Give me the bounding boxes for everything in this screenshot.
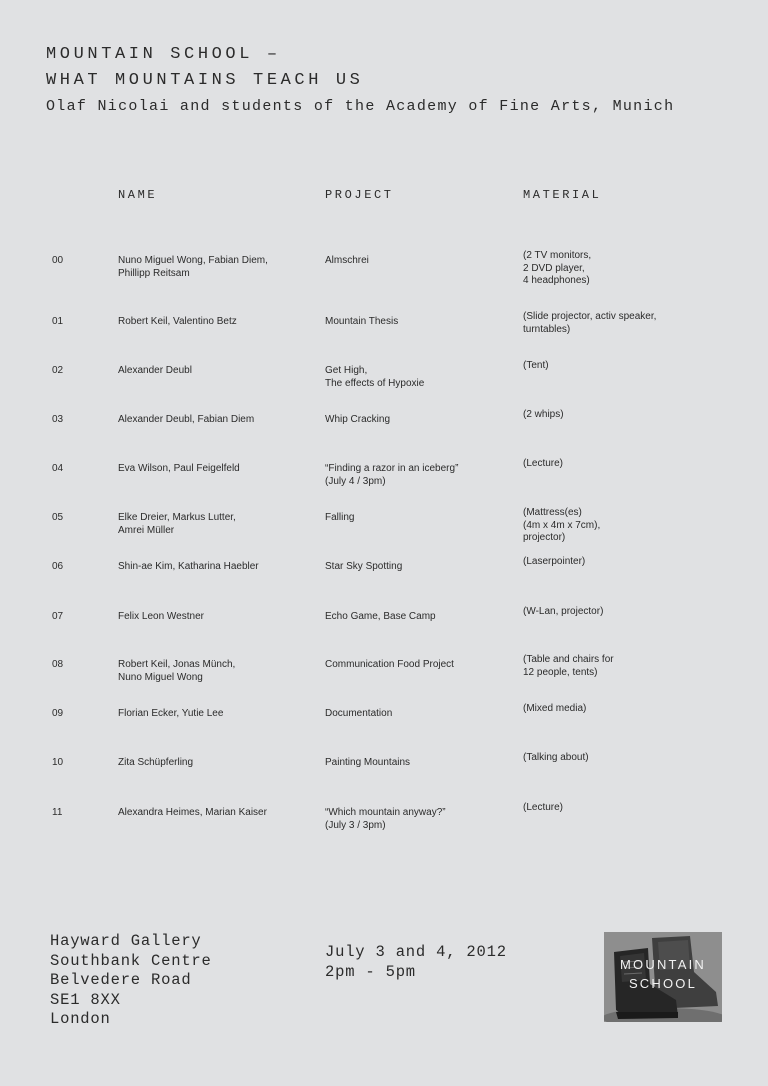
row-name: Shin-ae Kim, Katharina Haebler	[118, 561, 259, 572]
row-name: Eva Wilson, Paul Feigelfeld	[118, 463, 240, 474]
row-material: (Lecture)	[523, 458, 564, 469]
row-name: Felix Leon Westner	[118, 611, 204, 622]
row-material: (2 whips)	[523, 409, 564, 420]
row-number: 00	[52, 255, 64, 266]
row-project: Whip Cracking	[325, 414, 391, 425]
row-project: Echo Game, Base Camp	[325, 611, 436, 622]
row-number: 10	[52, 757, 64, 768]
row-material: (Mattress(es) (4m x 4m x 7cm), projector)	[523, 507, 601, 543]
subtitle: Olaf Nicolai and students of the Academy of Fine Arts, Munich	[46, 98, 675, 115]
row-number: 07	[52, 611, 64, 622]
address-line: Belvedere Road	[50, 971, 192, 989]
column-header-name: NAME	[118, 188, 158, 202]
column-header-project: PROJECT	[325, 188, 394, 202]
row-name: Florian Ecker, Yutie Lee	[118, 708, 224, 719]
date-line: July 3 and 4, 2012	[325, 943, 507, 961]
row-material: (Slide projector, activ speaker, turntables)	[523, 311, 657, 335]
row-project: “Which mountain anyway?” (July 3 / 3pm)	[325, 807, 446, 831]
row-project: Painting Mountains	[325, 757, 411, 768]
row-number: 09	[52, 708, 64, 719]
address-line: Hayward Gallery	[50, 932, 202, 950]
address-line: SE1 8XX	[50, 990, 121, 1009]
row-material: (Table and chairs for 12 people, tents)	[523, 654, 614, 678]
row-name: Alexander Deubl, Fabian Diem	[118, 414, 255, 425]
row-name: Elke Dreier, Markus Lutter, Amrei Müller	[118, 512, 236, 536]
row-name: Robert Keil, Jonas Münch, Nuno Miguel Wong	[118, 659, 236, 683]
row-name: Alexander Deubl	[118, 365, 192, 376]
mountain-school-logo	[604, 932, 722, 1022]
logo-text-line-2: SCHOOL	[628, 976, 698, 991]
row-material: (W-Lan, projector)	[523, 606, 604, 617]
row-project: Almschrei	[325, 255, 369, 266]
title-line-2: WHAT MOUNTAINS TEACH US	[46, 71, 364, 90]
row-project: Star Sky Spotting	[325, 561, 403, 572]
column-header-material: MATERIAL	[523, 188, 602, 202]
row-name: Nuno Miguel Wong, Fabian Diem, Phillipp Reitsam	[118, 255, 268, 279]
title-line-1: MOUNTAIN SCHOOL –	[46, 45, 281, 64]
row-name: Alexandra Heimes, Marian Kaiser	[118, 807, 267, 818]
venue-address	[50, 932, 212, 1030]
row-material: (Tent)	[523, 360, 549, 371]
row-number: 08	[52, 659, 64, 670]
logo-text-line-1: MOUNTAIN	[620, 957, 706, 972]
event-dates	[325, 943, 507, 982]
row-number: 06	[52, 561, 64, 572]
row-number: 04	[52, 463, 64, 474]
row-project: Get High, The effects of Hypoxie	[325, 365, 425, 389]
row-number: 11	[52, 807, 63, 818]
time-line: 2pm - 5pm	[325, 962, 416, 981]
row-name: Robert Keil, Valentino Betz	[118, 316, 237, 327]
row-number: 03	[52, 414, 64, 425]
row-project: Documentation	[325, 708, 393, 719]
row-project: Communication Food Project	[325, 659, 454, 670]
row-material: (2 TV monitors, 2 DVD player, 4 headphones)	[523, 250, 592, 286]
row-name: Zita Schüpferling	[118, 757, 194, 768]
row-number: 01	[52, 316, 64, 327]
row-project: Mountain Thesis	[325, 316, 399, 327]
address-line: Southbank Centre	[50, 951, 212, 970]
row-material: (Lecture)	[523, 802, 564, 813]
row-project: “Finding a razor in an iceberg” (July 4 / 3pm)	[325, 463, 459, 487]
row-material: (Talking about)	[523, 752, 589, 763]
row-number: 02	[52, 365, 64, 376]
address-line: London	[50, 1010, 111, 1028]
row-material: (Mixed media)	[523, 703, 587, 714]
row-project: Falling	[325, 512, 355, 523]
row-number: 05	[52, 512, 64, 523]
row-material: (Laserpointer)	[523, 556, 586, 567]
